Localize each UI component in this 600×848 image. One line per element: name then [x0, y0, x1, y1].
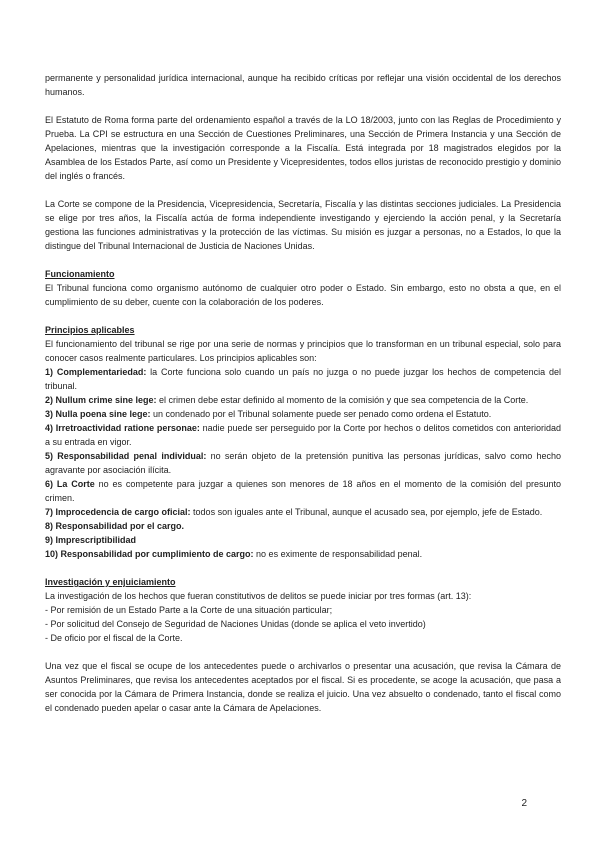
list-item-label: 6) La Corte — [45, 479, 95, 489]
list-item-label: 9) Imprescriptibilidad — [45, 535, 137, 545]
list-item-text: no serán objeto de la pretensión punitiva las personas jurídicas, salvo como hecho agravante por asociación ilícita. — [45, 451, 561, 475]
list-item-text: todos son iguales ante el Tribunal, aunque el acusado sea, por ejemplo, jefe de Estado. — [190, 507, 543, 517]
list-item-label: 3) Nulla poena sine lege: — [45, 409, 151, 419]
list-item — [45, 393, 561, 407]
list-item-text: la Corte funciona solo cuando un país no juzga o no puede juzgar los hechos de competencia del tribunal. — [45, 367, 561, 391]
list-item-label: 8) Responsabilidad por el cargo. — [45, 521, 185, 531]
list-item — [45, 547, 561, 561]
heading-principios: Principios aplicables — [45, 325, 135, 335]
list-item — [45, 505, 561, 519]
list-item-text: el crimen debe estar definido al momento de la comisión y que sea competencia de la Corte. — [156, 395, 529, 405]
page-number: 2 — [521, 798, 527, 809]
list-item — [45, 365, 561, 393]
list-item-label: 2) Nullum crime sine lege: — [45, 395, 157, 405]
paragraph-composicion-corte: La Corte se compone de la Presidencia, Vicepresidencia, Secretaría, Fiscalía y las distintas secciones judiciales. La Presidencia se elige por tres años, la Fiscalía actúa de forma independiente investigando y ejerciendo la acción penal, y la Secretaría gestiona las funciones administrativas y la protección de las víctimas. Su misión es juzgar a personas, no a Estados, lo que la distingue del Tribunal Internacional de Justicia de Naciones Unidas. — [45, 199, 561, 251]
paragraph-estatuto-roma: El Estatuto de Roma forma parte del ordenamiento español a través de la LO 18/2003, junto con las Reglas de Procedimiento y Prueba. La CPI se estructura en una Sección de Cuestiones Preliminares, una Sección de Primera Instancia y una Sección de Apelaciones, mientras que la investigación corresponde a la Fiscalía. Está integrada por 18 magistrados elegidos por la Asamblea de los Estados Parte, así como un Presidente y Vicepresidentes, todos ellos juristas de reconocido prestigio y dominio del inglés o francés. — [45, 115, 561, 181]
list-item-label: 4) Irretroactividad ratione personae: — [45, 423, 200, 433]
heading-investigacion: Investigación y enjuiciamiento — [45, 577, 176, 587]
list-item-label: 10) Responsabilidad por cumplimiento de cargo: — [45, 549, 254, 559]
document-page — [45, 71, 561, 715]
list-item — [45, 477, 561, 505]
list-item: - De oficio por el fiscal de la Corte. — [45, 633, 183, 643]
list-item-text: no es eximente de responsabilidad penal. — [253, 549, 423, 559]
list-item — [45, 449, 561, 477]
list-item-text: no es competente para juzgar a quienes son menores de 18 años en el momento de la comisión del presunto crimen. — [45, 479, 561, 503]
list-item-label: 7) Improcedencia de cargo oficial: — [45, 507, 191, 517]
list-item-text: un condenado por el Tribunal solamente puede ser penado como ordena el Estatuto. — [150, 409, 492, 419]
paragraph-principios-intro: El funcionamiento del tribunal se rige por una serie de normas y principios que lo transforman en un tribunal especial, solo para conocer casos realmente particulares. Los principios aplicables son: — [45, 339, 561, 363]
list-item — [45, 519, 561, 533]
paragraph-investigacion-intro: La investigación de los hechos que fueran constitutivos de delitos se puede iniciar por tres formas (art. 13): — [45, 591, 472, 601]
paragraph-investigacion-closing: Una vez que el fiscal se ocupe de los antecedentes puede o archivarlos o presentar una acusación, que revisa la Cámara de Asuntos Preliminares, que revisa los antecedentes aceptados por el fiscal. Si es procedente, se acoge la acusación, que pasa a ser conocida por la Cámara de Primera Instancia, donde se realiza el juicio. Una vez absuelto o condenado, tanto el fiscal como el condenado pueden apelar o casar ante la Cámara de Apelaciones. — [45, 661, 561, 713]
list-item-text: nadie puede ser perseguido por la Corte por hechos o delitos cometidos con anterioridad a su entrada en vigor. — [45, 423, 561, 447]
list-item-label: 1) Complementariedad: — [45, 367, 147, 377]
list-item — [45, 421, 561, 449]
paragraph-funcionamiento: El Tribunal funciona como organismo autónomo de cualquier otro poder o Estado. Sin embargo, esto no obsta a que, en el cumplimiento de su deber, cuente con la colaboración de los poderes. — [45, 283, 561, 307]
list-item-label: 5) Responsabilidad penal individual: — [45, 451, 207, 461]
list-item: - Por remisión de un Estado Parte a la Corte de una situación particular; — [45, 605, 333, 615]
list-item — [45, 533, 561, 547]
paragraph-intro-continued: permanente y personalidad jurídica internacional, aunque ha recibido críticas por reflejar una visión occidental de los derechos humanos. — [45, 73, 561, 97]
list-item — [45, 407, 561, 421]
list-item: - Por solicitud del Consejo de Seguridad de Naciones Unidas (donde se aplica el veto invertido) — [45, 619, 426, 629]
heading-funcionamiento: Funcionamiento — [45, 269, 115, 279]
